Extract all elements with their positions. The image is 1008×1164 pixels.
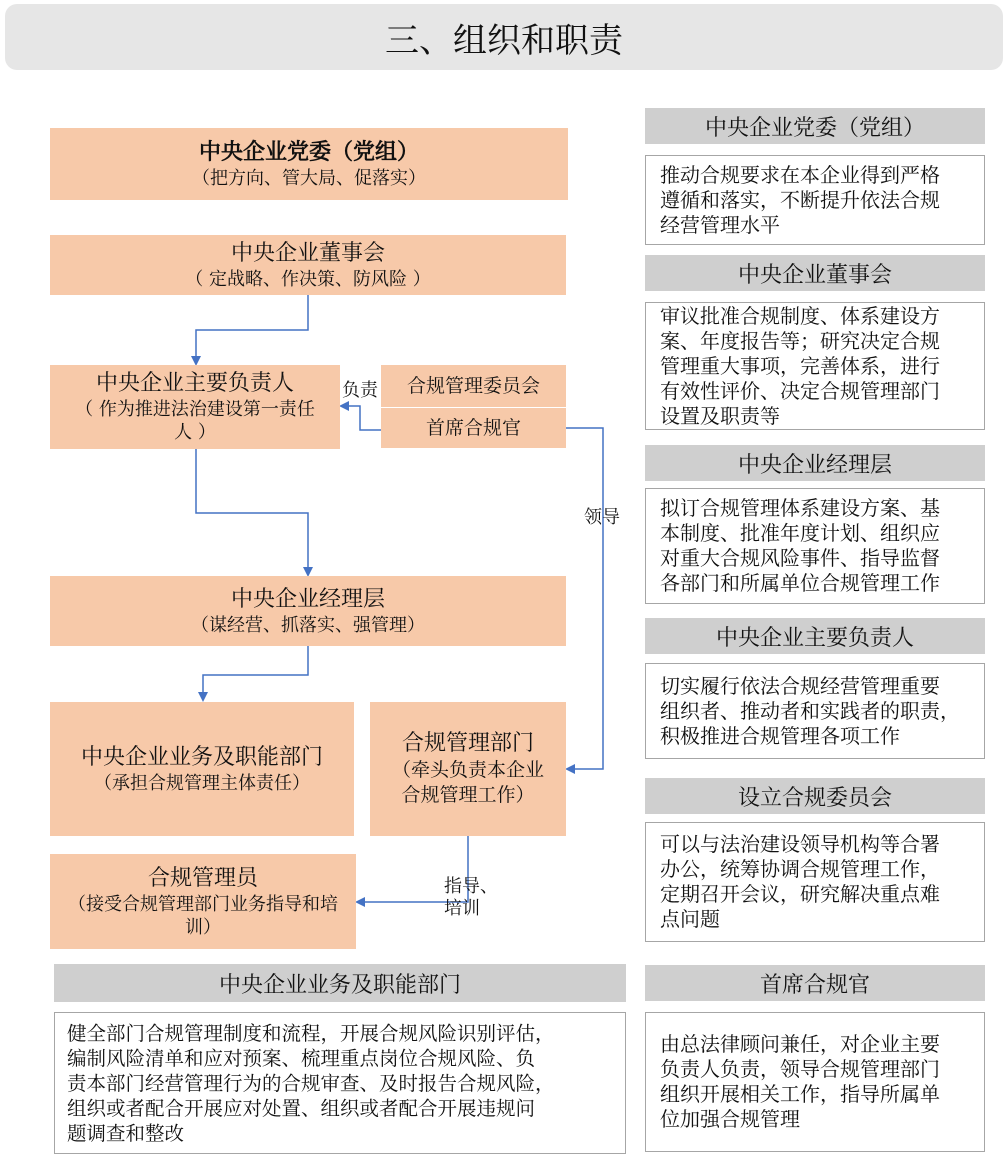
panel-header-board: 中央企业董事会 [645,255,985,291]
node-management [50,576,566,646]
panel-desc-board: 审议批准合规制度、体系建设方 案、年度报告等；研究决定合规 管理重大事项，完善体系，进行 有效性评价、决定合规管理部门 设置及职责等 [645,302,985,430]
panel-header-departments: 中央企业业务及职能部门 [54,964,626,1002]
node-chief-compliance-officer [381,408,566,448]
node-compliance-committee [381,365,566,407]
page-title: 三、组织和职责 [5,4,1003,70]
arrow-cco-lead-compliance [566,428,603,769]
node-officer-title: 合规管理员 [147,865,258,891]
panel-desc-departments: 健全部门合规管理制度和流程，开展合规风险识别评估， 编制风险清单和应对预案、梳理重点岗位合规风险、负 责本部门经营管理行为的合规审查、及时报告合规风险， 组织或者配合开展应对处置、组织或者配合开展违规问 题调查和整改 [54,1012,626,1154]
node-compliance-dept-sub: （牵头负责本企业合规管理工作） [391,759,544,806]
node-compliance-officer [50,854,356,949]
node-board-sub: （ 定战略、作决策、防风险 ） [185,268,431,290]
arrow-cco-to-head [341,406,382,430]
panel-header-party: 中央企业党委（党组） [645,108,985,144]
node-compliance-department [370,702,566,836]
node-officer-sub: （接受合规管理部门业务指导和培训） [68,893,338,938]
panel-desc-cco: 由总法律顾问兼任，对企业主要 负责人负责，领导合规管理部门 组织开展相关工作，指导所属单 位加强合规管理 [645,1012,985,1152]
panel-header-management: 中央企业经理层 [645,445,985,481]
panel-desc-management: 拟订合规管理体系建设方案、基 本制度、批准年度计划、组织应 对重大合规风险事件、指导监督 各部门和所属单位合规管理工作 [645,488,985,604]
node-departments-title: 中央企业业务及职能部门 [80,744,323,770]
node-cco-title: 首席合规官 [425,417,521,439]
node-party-committee [50,128,568,200]
node-principal [50,365,340,449]
node-departments [50,702,354,836]
label-lead: 领导 [584,507,620,528]
panel-header-cco: 首席合规官 [645,965,985,1001]
node-principal-sub: （ 作为推进法治建设第一责任人 ） [75,399,315,443]
node-board-title: 中央企业董事会 [230,240,385,266]
panel-desc-principal: 切实履行依法合规经营管理重要 组织者、推动者和实践者的职责， 积极推进合规管理各项工作 [645,663,985,759]
panel-desc-committee: 可以与法治建设领导机构等合署 办公，统筹协调合规管理工作， 定期召开会议，研究解决重点难 点问题 [645,822,985,942]
node-management-sub: （谋经营、抓落实、强管理） [191,614,425,636]
arrow-board-to-head [196,295,308,364]
node-party-title: 中央企业党委（党组） [198,139,419,165]
label-responsible: 负责 [342,380,378,401]
arrow-management-to-departments [203,646,308,700]
arrow-head-to-management [196,449,308,575]
panel-header-principal: 中央企业主要负责人 [645,618,985,654]
node-board [50,235,566,295]
node-principal-title: 中央企业主要负责人 [95,371,294,396]
panel-header-committee: 设立合规委员会 [645,778,985,814]
node-departments-sub: （承担合规管理主体责任） [94,772,310,794]
label-guide-train: 指导、培训 [444,876,498,919]
node-management-title: 中央企业经理层 [230,586,385,612]
node-party-sub: （把方向、管大局、促落实） [192,167,426,189]
panel-desc-party: 推动合规要求在本企业得到严格 遵循和落实，不断提升依法合规 经营管理水平 [645,155,985,245]
node-compliance-dept-title: 合规管理部门 [401,731,534,756]
node-committee-title: 合规管理委员会 [406,375,540,397]
